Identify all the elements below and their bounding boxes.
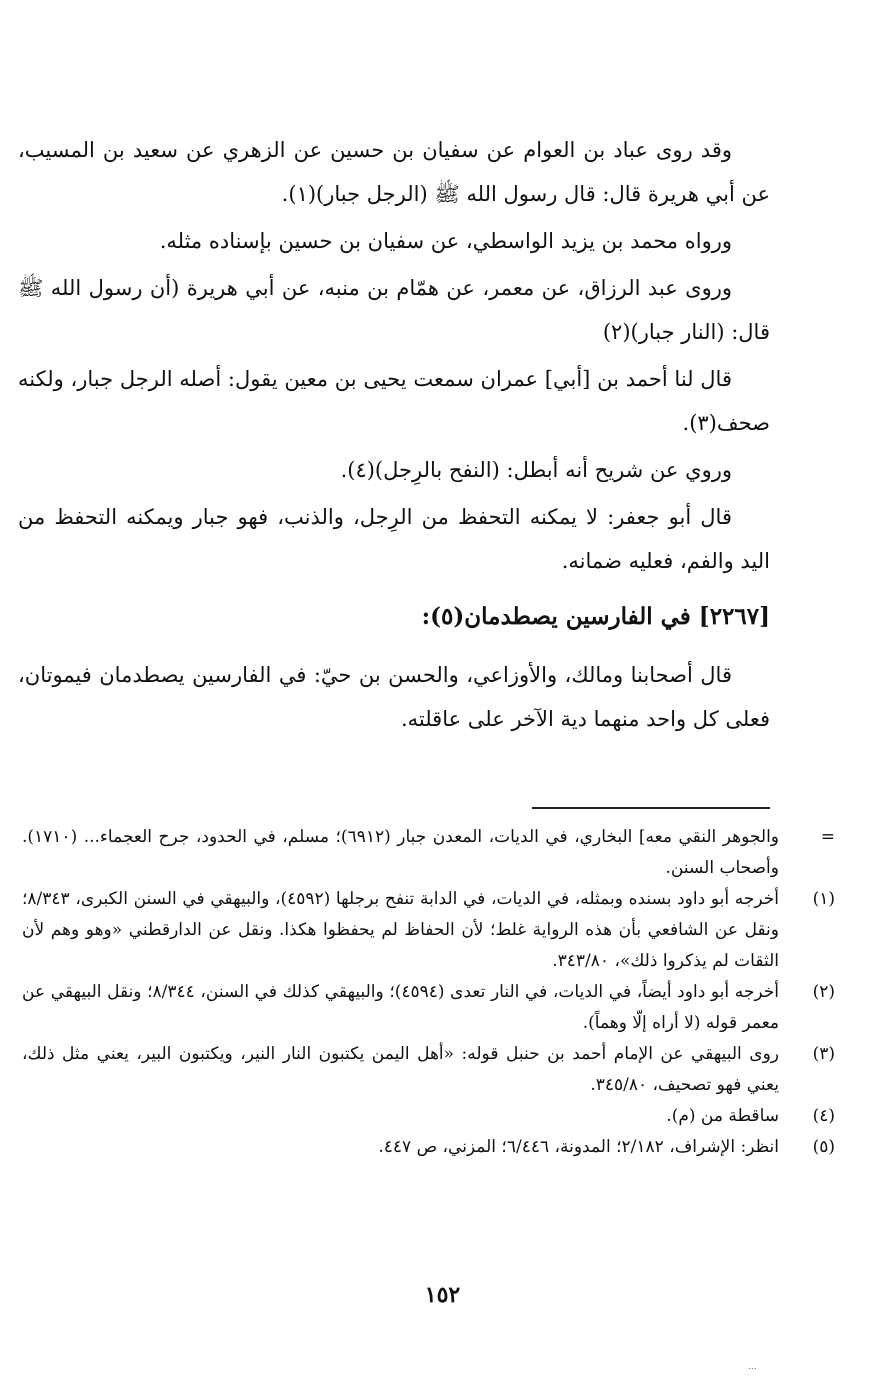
paragraph: [18, 653, 770, 741]
corner-mark: ...: [748, 1362, 757, 1372]
paragraph: [18, 357, 770, 445]
paragraph-text: وروى عبد الرزاق، عن معمر، عن همّام بن منبه، عن أبي هريرة (أن رسول الله ﷺ قال: (النار جبار)(٢): [18, 276, 770, 344]
footnote-marker: (٥): [812, 1137, 835, 1157]
paragraph: [18, 266, 770, 354]
footnote: [22, 1101, 835, 1132]
paragraph: [18, 495, 770, 583]
main-text: [18, 128, 770, 744]
paragraph: [18, 128, 770, 216]
footnote-marker: (١): [812, 889, 835, 909]
footnote-text: أخرجه أبو داود بسنده وبمثله، في الديات، في الدابة تنفح برجلها (٤٥٩٢)، والبيهقي في السنن الكبرى، ٨/٣٤٣؛ ونقل عن الشافعي بأن هذه الرواية غلط؛ لأن الحفاظ لم يحفظوا هكذا. ونقل عن الدارقطني «وهو وهم لأن الثقات لم يذكروا ذلك»، ٣٤٣/٨٠.: [22, 889, 779, 971]
footnotes: [22, 822, 835, 1163]
paragraph-text: قال أبو جعفر: لا يمكنه التحفظ من الرِجل، والذنب، فهو جبار ويمكنه التحفظ من اليد والفم، فعليه ضمانه.: [18, 505, 770, 573]
footnote-marker: (٤): [812, 1106, 835, 1126]
footnote-text: روى البيهقي عن الإمام أحمد بن حنبل قوله: «أهل اليمن يكتبون النار النير، ويكتبون البير، يعني مثل ذلك، يعني فهو تصحيف، ٣٤٥/٨٠.: [22, 1044, 779, 1095]
footnote-marker: =: [820, 827, 835, 847]
paragraph-text: وروي عن شريح أنه أبطل: (النفح بالرِجل)(٤).: [340, 458, 732, 482]
footnote-marker: (٢): [812, 982, 835, 1002]
footnote: [22, 884, 835, 977]
footnote-text: انظر: الإشراف، ٢/١٨٢؛ المدونة، ٦/٤٤٦؛ المزني، ص ٤٤٧.: [378, 1137, 779, 1157]
paragraph-text: قال لنا أحمد بن [أبي] عمران سمعت يحيى بن معين يقول: أصله الرجل جبار، ولكنه صحف(٣).: [18, 367, 770, 435]
paragraph: [18, 219, 770, 263]
paragraph-text: ورواه محمد بن يزيد الواسطي، عن سفيان بن حسين بإسناده مثله.: [159, 229, 732, 253]
paragraph: [18, 448, 770, 492]
page-number: ١٥٢: [424, 1282, 461, 1308]
footnote: [22, 1039, 835, 1101]
footnote: [22, 822, 835, 884]
footnote: [22, 977, 835, 1039]
footnote-text: ساقطة من (م).: [666, 1106, 779, 1126]
footnote: [22, 1132, 835, 1163]
paragraph-text: وقد روى عباد بن العوام عن سفيان بن حسين عن الزهري عن سعيد بن المسيب، عن أبي هريرة قال: قال رسول الله ﷺ (الرجل جبار)(١).: [18, 138, 770, 206]
footnote-marker: (٣): [812, 1044, 835, 1064]
section-heading: [٢٢٦٧] في الفارسين يصطدمان(٥):: [421, 603, 770, 630]
footnote-divider: [532, 807, 770, 809]
paragraph-text: قال أصحابنا ومالك، والأوزاعي، والحسن بن حيّ: في الفارسين يصطدمان فيموتان، فعلى كل واحد منهما دية الآخر على عاقلته.: [18, 663, 770, 731]
footnote-text: أخرجه أبو داود أيضاً، في الديات، في النار تعدى (٤٥٩٤)؛ والبيهقي كذلك في السنن، ٨/٣٤٤؛ ونقل البيهقي عن معمر قوله (لا أراه إلّا وهماً).: [22, 982, 779, 1033]
footnote-text: والجوهر النقي معه] البخاري، في الديات، المعدن جبار (٦٩١٢)؛ مسلم، في الحدود، جرح العجماء... (١٧١٠). وأصحاب السنن.: [22, 827, 779, 878]
